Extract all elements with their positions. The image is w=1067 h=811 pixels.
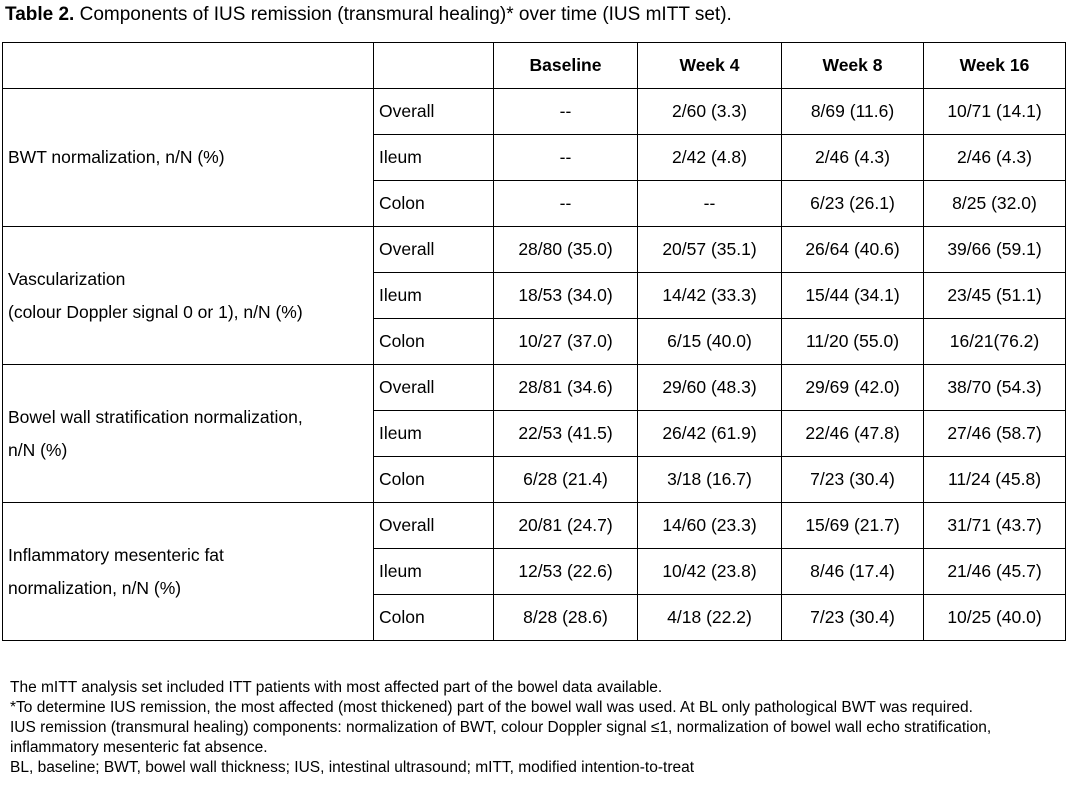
site-cell: Ileum [374,135,494,181]
value-cell: 2/60 (3.3) [638,89,782,135]
value-cell: 11/24 (45.8) [924,457,1066,503]
value-cell: 14/42 (33.3) [638,273,782,319]
site-cell: Ileum [374,411,494,457]
footnote-abbreviations: BL, baseline; BWT, bowel wall thickness; IUS, intestinal ultrasound; mITT, modified intention-to-treat [10,759,695,776]
table-title-text: Components of IUS remission (transmural healing)* over time (IUS mITT set). [74,4,732,25]
value-cell: -- [638,181,782,227]
value-cell: -- [494,135,638,181]
site-cell: Colon [374,181,494,227]
value-cell: 18/53 (34.0) [494,273,638,319]
group-label-cell [3,503,374,641]
table-title [5,2,1065,28]
value-cell: 39/66 (59.1) [924,227,1066,273]
value-cell: 31/71 (43.7) [924,503,1066,549]
value-cell: 6/23 (26.1) [782,181,924,227]
site-cell: Overall [374,503,494,549]
header-cell-week-8: Week 8 [782,43,924,89]
value-cell: 2/46 (4.3) [782,135,924,181]
value-cell: 8/69 (11.6) [782,89,924,135]
group-label-line: Inflammatory mesenteric fat [8,544,224,565]
value-cell: 29/69 (42.0) [782,365,924,411]
value-cell: 29/60 (48.3) [638,365,782,411]
value-cell: 10/27 (37.0) [494,319,638,365]
value-cell: 21/46 (45.7) [924,549,1066,595]
value-cell: 8/25 (32.0) [924,181,1066,227]
site-cell: Colon [374,457,494,503]
group-label-cell [3,227,374,365]
value-cell: 26/64 (40.6) [782,227,924,273]
footnote-components: IUS remission (transmural healing) components: normalization of BWT, colour Doppler signal ≤1, normalization of bowel wall echo stratification, inflammatory mesenteric fat absence. [10,719,992,756]
value-cell: 26/42 (61.9) [638,411,782,457]
value-cell: -- [494,89,638,135]
value-cell: 2/46 (4.3) [924,135,1066,181]
table-body [3,89,1066,641]
value-cell: 6/28 (21.4) [494,457,638,503]
value-cell: 23/45 (51.1) [924,273,1066,319]
footnote-mitt: The mITT analysis set included ITT patients with most affected part of the bowel data available. [10,679,663,696]
site-cell: Colon [374,319,494,365]
value-cell: 10/42 (23.8) [638,549,782,595]
value-cell: 4/18 (22.2) [638,595,782,641]
value-cell: 3/18 (16.7) [638,457,782,503]
site-cell: Ileum [374,273,494,319]
group-label-line: (colour Doppler signal 0 or 1), n/N (%) [8,301,303,322]
value-cell: 14/60 (23.3) [638,503,782,549]
header-cell-site [374,43,494,89]
value-cell: 27/46 (58.7) [924,411,1066,457]
group-label-cell [3,365,374,503]
value-cell: 10/25 (40.0) [924,595,1066,641]
value-cell: 7/23 (30.4) [782,595,924,641]
value-cell: 10/71 (14.1) [924,89,1066,135]
value-cell: 6/15 (40.0) [638,319,782,365]
value-cell: 20/57 (35.1) [638,227,782,273]
group-label-cell [3,89,374,227]
value-cell: 20/81 (24.7) [494,503,638,549]
table-row [3,365,1066,411]
header-cell-baseline: Baseline [494,43,638,89]
value-cell: 38/70 (54.3) [924,365,1066,411]
group-label-line: BWT normalization, n/N (%) [8,147,225,167]
site-cell: Ileum [374,549,494,595]
value-cell: 2/42 (4.8) [638,135,782,181]
site-cell: Colon [374,595,494,641]
site-cell: Overall [374,227,494,273]
value-cell: 15/44 (34.1) [782,273,924,319]
value-cell: 16/21(76.2) [924,319,1066,365]
group-label-line: Bowel wall stratification normalization, [8,406,303,427]
table-row [3,503,1066,549]
header-cell-week-16: Week 16 [924,43,1066,89]
value-cell: -- [494,181,638,227]
header-cell-group [3,43,374,89]
site-cell: Overall [374,89,494,135]
footnote-remission-method: *To determine IUS remission, the most affected (most thickened) part of the bowel wall was used. At BL only pathological BWT was required. [10,699,973,716]
group-label-line: n/N (%) [8,439,68,460]
value-cell: 22/53 (41.5) [494,411,638,457]
value-cell: 11/20 (55.0) [782,319,924,365]
group-label-line: normalization, n/N (%) [8,577,182,598]
value-cell: 15/69 (21.7) [782,503,924,549]
table-header-row [3,43,1066,89]
value-cell: 7/23 (30.4) [782,457,924,503]
value-cell: 28/81 (34.6) [494,365,638,411]
value-cell: 8/28 (28.6) [494,595,638,641]
group-label-line: Vascularization [8,268,126,289]
footnotes [10,678,1060,778]
table-title-label: Table 2. [5,4,75,25]
value-cell: 28/80 (35.0) [494,227,638,273]
header-cell-week-4: Week 4 [638,43,782,89]
results-table [2,42,1066,641]
site-cell: Overall [374,365,494,411]
value-cell: 8/46 (17.4) [782,549,924,595]
value-cell: 12/53 (22.6) [494,549,638,595]
value-cell: 22/46 (47.8) [782,411,924,457]
table-row [3,89,1066,135]
table-row [3,227,1066,273]
